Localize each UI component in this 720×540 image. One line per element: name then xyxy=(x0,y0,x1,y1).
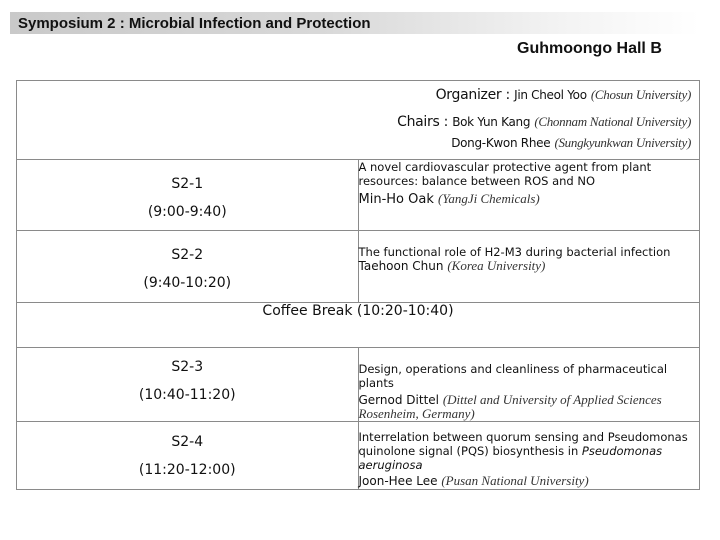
speaker-line xyxy=(359,474,700,488)
session-time: (9:40-10:20) xyxy=(143,275,232,291)
session-row xyxy=(17,422,700,490)
coffee-break-row xyxy=(17,303,700,348)
session-time: (10:40-11:20) xyxy=(138,387,236,403)
session-code-cell xyxy=(17,231,359,303)
session-talk-cell xyxy=(358,231,700,303)
session-code-cell xyxy=(17,160,359,231)
session-row xyxy=(17,231,700,303)
session-code-cell xyxy=(17,348,359,422)
speaker-name: Min-Ho Oak xyxy=(358,192,434,207)
speaker-affiliation: (Korea University) xyxy=(447,258,546,273)
venue-label: Guhmoongo Hall B xyxy=(517,40,662,57)
organizer-label: Organizer : xyxy=(435,87,515,103)
organizer-chairs-cell xyxy=(17,81,700,160)
speaker-line xyxy=(359,192,700,207)
speaker-name: Joon-Hee Lee xyxy=(358,474,438,488)
session-time: (11:20-12:00) xyxy=(138,462,236,478)
talk-title xyxy=(359,430,700,472)
speaker-line xyxy=(359,393,700,421)
talk-title-species: Pseudomonas aeruginosa xyxy=(358,444,663,472)
talk-title: The functional role of H2-M3 during bacterial infection xyxy=(358,245,671,259)
session-code-cell xyxy=(17,422,359,490)
symposium-title: Symposium 2 : Microbial Infection and Protection xyxy=(18,15,371,32)
speaker-name: Taehoon Chun xyxy=(358,259,444,273)
coffee-break: Coffee Break (10:20-10:40) xyxy=(17,303,700,348)
session-row xyxy=(17,160,700,231)
speaker-affiliation: (YangJi Chemicals) xyxy=(438,191,540,206)
chair-affiliation: (Chonnam National University) xyxy=(534,114,691,129)
program-table xyxy=(16,80,700,490)
speaker-affiliation: (Dittel and University of Applied Sciences Rosenheim, Germany) xyxy=(358,392,662,421)
chairs-label: Chairs : xyxy=(397,114,453,130)
symposium-banner xyxy=(10,12,700,34)
chair-name: Dong-Kwon Rhee xyxy=(451,136,551,150)
talk-title-text: Interrelation between quorum sensing and Pseudomonas quinolone signal (PQS) biosynthesis in xyxy=(358,430,688,458)
session-code: S2-1 xyxy=(171,176,204,192)
talk-title: Design, operations and cleanliness of pharmaceutical plants xyxy=(358,362,668,390)
session-code: S2-4 xyxy=(171,434,204,450)
session-talk-cell xyxy=(358,422,700,490)
talk-title: A novel cardiovascular protective agent from plant resources: balance between ROS and NO xyxy=(358,160,652,188)
chair-line-1 xyxy=(397,114,691,130)
session-code: S2-3 xyxy=(171,359,204,375)
chair-line-2 xyxy=(451,135,691,151)
organizer-affiliation: (Chosun University) xyxy=(590,87,691,102)
session-talk-cell xyxy=(358,348,700,422)
organizer-name: Jin Cheol Yoo xyxy=(514,88,587,102)
organizer-row xyxy=(17,81,700,160)
session-code: S2-2 xyxy=(171,247,204,263)
session-talk-cell xyxy=(358,160,700,231)
chair-affiliation: (Sungkyunkwan University) xyxy=(554,135,691,150)
session-row xyxy=(17,348,700,422)
speaker-name: Gernod Dittel xyxy=(358,393,439,407)
organizer-line xyxy=(436,87,691,103)
speaker-affiliation: (Pusan National University) xyxy=(441,473,589,488)
chair-name: Bok Yun Kang xyxy=(452,115,531,129)
speaker-line xyxy=(359,259,700,273)
session-time: (9:00-9:40) xyxy=(147,204,227,220)
